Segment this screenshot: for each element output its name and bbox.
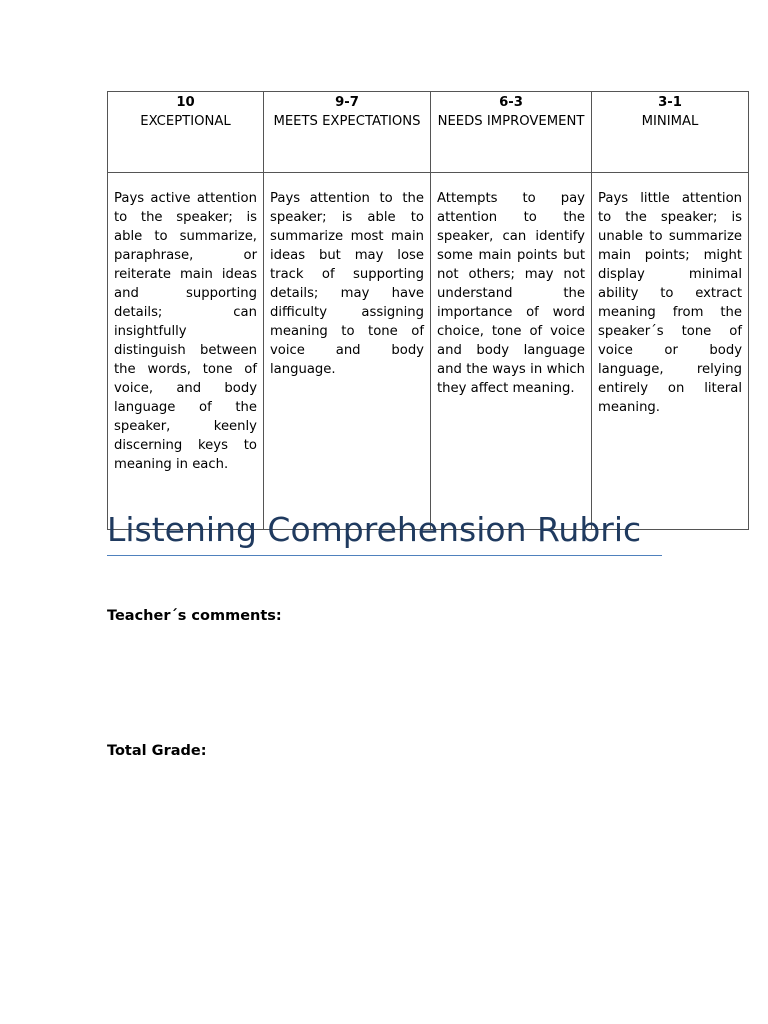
level-name: MINIMAL bbox=[641, 114, 699, 129]
description-exceptional: Pays active attention to the speaker; is able to summarize, paraphrase, or reiterate main ideas and supporting details; can insightfully distinguish between the words, tone of voice, and body language of the speaker, keenly discerning keys to meaning in each. bbox=[108, 173, 264, 530]
header-exceptional bbox=[108, 92, 264, 173]
level-name: EXCEPTIONAL bbox=[140, 114, 231, 129]
score-label: 9-7 bbox=[335, 95, 359, 110]
level-name: MEETS EXPECTATIONS bbox=[273, 114, 421, 129]
level-name: NEEDS IMPROVEMENT bbox=[437, 114, 585, 129]
rubric-description-row bbox=[108, 173, 749, 530]
title-underline bbox=[107, 555, 662, 556]
description-meets-expectations: Pays attention to the speaker; is able to summarize most main ideas but may lose track of supporting details; may have difficulty assigning meaning to tone of voice and body language. bbox=[264, 173, 431, 530]
header-minimal bbox=[592, 92, 749, 173]
description-minimal: Pays little attention to the speaker; is unable to summarize main points; might display minimal ability to extract meaning from the speaker´s tone of voice or body language, relying entirely on literal meaning. bbox=[592, 173, 749, 530]
score-label: 10 bbox=[176, 95, 195, 110]
score-label: 3-1 bbox=[658, 95, 682, 110]
rubric-table bbox=[107, 91, 749, 530]
document-title: Listening Comprehension Rubric bbox=[107, 510, 642, 549]
teacher-comments-label: Teacher´s comments: bbox=[107, 608, 282, 624]
score-label: 6-3 bbox=[499, 95, 523, 110]
total-grade-label: Total Grade: bbox=[107, 743, 207, 759]
header-meets-expectations bbox=[264, 92, 431, 173]
rubric-header-row bbox=[108, 92, 749, 173]
header-needs-improvement bbox=[431, 92, 592, 173]
description-needs-improvement: Attempts to pay attention to the speaker, can identify some main points but not others; may not understand the importance of word choice, tone of voice and body language and the ways in which they affect meaning. bbox=[431, 173, 592, 530]
